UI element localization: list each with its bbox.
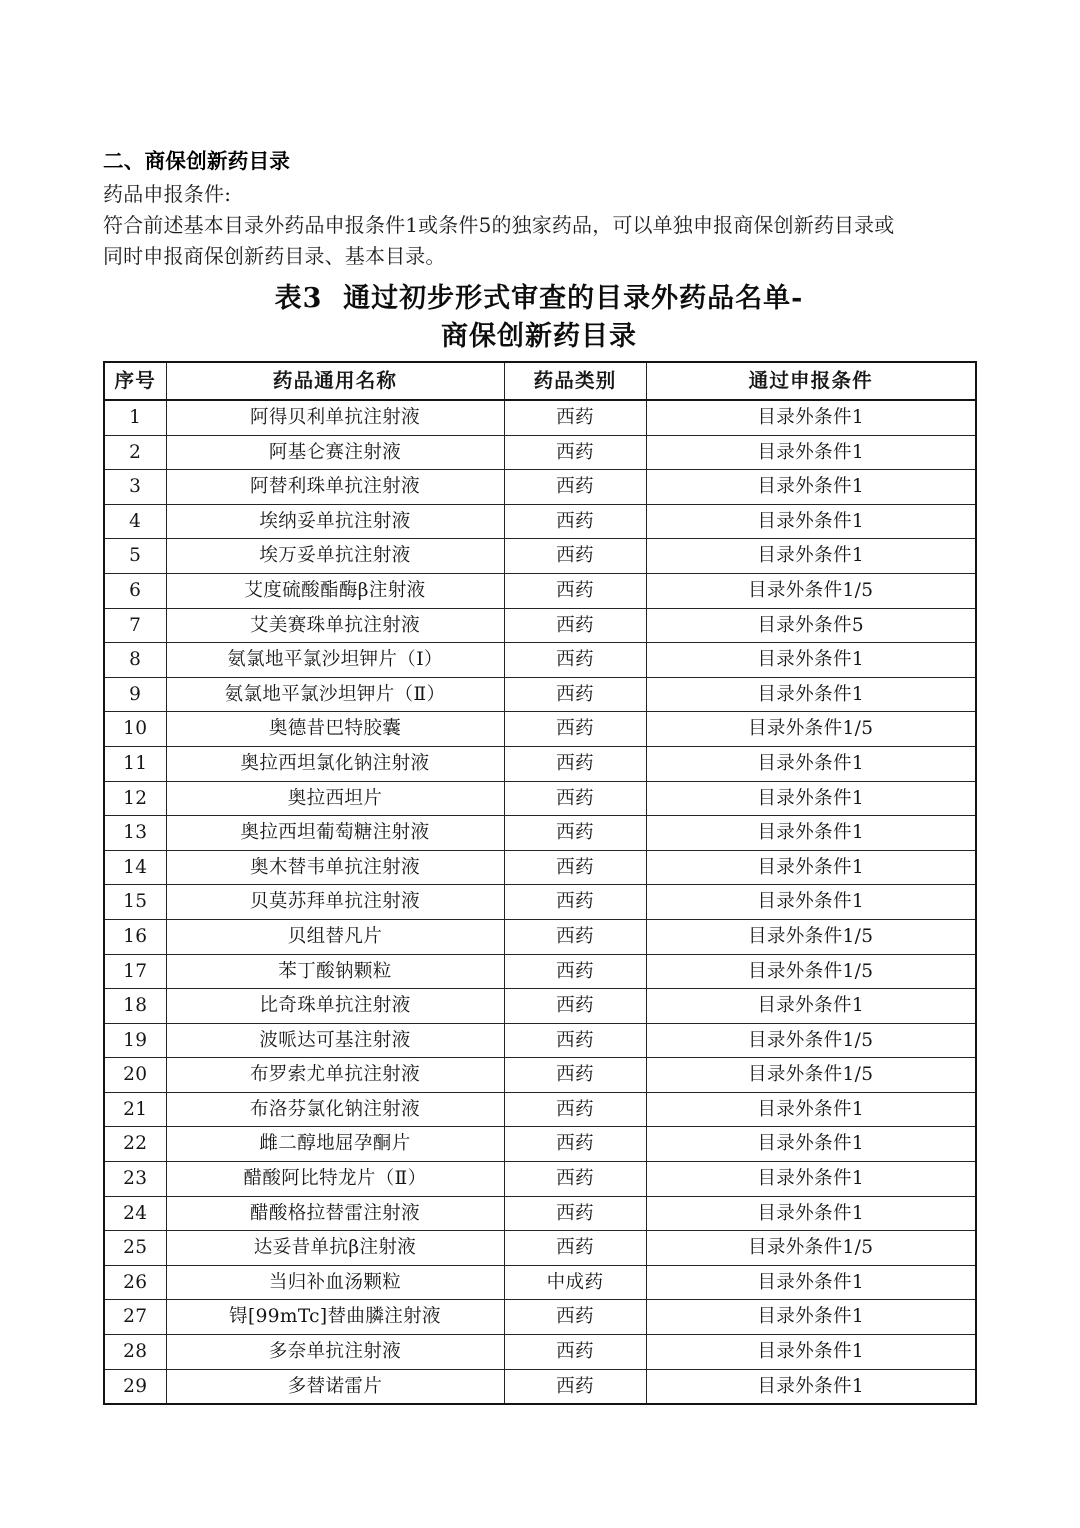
table-header-row xyxy=(104,362,976,400)
cell-category: 西药 xyxy=(504,1335,646,1370)
table-row xyxy=(104,608,976,643)
cell-index: 16 xyxy=(104,919,166,954)
cell-condition: 目录外条件1 xyxy=(646,1265,976,1300)
cell-condition: 目录外条件1 xyxy=(646,400,976,435)
cell-condition: 目录外条件1 xyxy=(646,539,976,574)
cell-category: 西药 xyxy=(504,1092,646,1127)
cell-drug-name: 奥木替韦单抗注射液 xyxy=(166,850,504,885)
cell-category: 西药 xyxy=(504,1300,646,1335)
cell-condition: 目录外条件5 xyxy=(646,608,976,643)
cell-drug-name: 氨氯地平氯沙坦钾片（Ⅱ） xyxy=(166,677,504,712)
cell-condition: 目录外条件1 xyxy=(646,1127,976,1162)
cell-index: 12 xyxy=(104,781,166,816)
table-row xyxy=(104,435,976,470)
cell-drug-name: 多奈单抗注射液 xyxy=(166,1335,504,1370)
cell-category: 西药 xyxy=(504,1127,646,1162)
cell-index: 29 xyxy=(104,1369,166,1404)
table-row xyxy=(104,1196,976,1231)
cell-drug-name: 达妥昔单抗β注射液 xyxy=(166,1231,504,1266)
cell-drug-name: 比奇珠单抗注射液 xyxy=(166,989,504,1024)
cell-condition: 目录外条件1/5 xyxy=(646,573,976,608)
table-row xyxy=(104,1335,976,1370)
cell-condition: 目录外条件1 xyxy=(646,470,976,505)
table-row xyxy=(104,470,976,505)
table-row xyxy=(104,1369,976,1404)
cell-condition: 目录外条件1 xyxy=(646,435,976,470)
cell-drug-name: 奥德昔巴特胶囊 xyxy=(166,712,504,747)
cell-condition: 目录外条件1 xyxy=(646,1196,976,1231)
cell-drug-name: 锝[99mTc]替曲膦注射液 xyxy=(166,1300,504,1335)
cell-drug-name: 苯丁酸钠颗粒 xyxy=(166,954,504,989)
table-row xyxy=(104,989,976,1024)
cell-category: 西药 xyxy=(504,885,646,920)
cell-category: 西药 xyxy=(504,470,646,505)
cell-condition: 目录外条件1/5 xyxy=(646,919,976,954)
cell-index: 26 xyxy=(104,1265,166,1300)
cell-category: 西药 xyxy=(504,989,646,1024)
section-heading: 二、商保创新药目录 xyxy=(103,149,291,173)
cell-category: 西药 xyxy=(504,712,646,747)
table-row xyxy=(104,1058,976,1093)
cell-index: 8 xyxy=(104,643,166,678)
cell-condition: 目录外条件1 xyxy=(646,1300,976,1335)
cell-drug-name: 多替诺雷片 xyxy=(166,1369,504,1404)
cell-index: 15 xyxy=(104,885,166,920)
column-header-name: 药品通用名称 xyxy=(166,362,504,400)
column-header-condition: 通过申报条件 xyxy=(646,362,976,400)
cell-category: 中成药 xyxy=(504,1265,646,1300)
intro-block xyxy=(103,146,903,272)
table-row xyxy=(104,643,976,678)
cell-condition: 目录外条件1/5 xyxy=(646,954,976,989)
table-row xyxy=(104,850,976,885)
cell-index: 3 xyxy=(104,470,166,505)
cell-drug-name: 埃纳妥单抗注射液 xyxy=(166,504,504,539)
cell-category: 西药 xyxy=(504,1058,646,1093)
table-row xyxy=(104,919,976,954)
cell-category: 西药 xyxy=(504,608,646,643)
cell-condition: 目录外条件1/5 xyxy=(646,1058,976,1093)
drug-list-table xyxy=(103,361,977,1405)
cell-drug-name: 贝组替凡片 xyxy=(166,919,504,954)
cell-index: 2 xyxy=(104,435,166,470)
cell-condition: 目录外条件1 xyxy=(646,781,976,816)
condition-paragraph: 符合前述基本目录外药品申报条件1或条件5的独家药品，可以单独申报商保创新药目录或同时申报商保创新药目录、基本目录。 xyxy=(103,213,895,268)
cell-category: 西药 xyxy=(504,435,646,470)
cell-drug-name: 艾美赛珠单抗注射液 xyxy=(166,608,504,643)
cell-index: 25 xyxy=(104,1231,166,1266)
column-header-index: 序号 xyxy=(104,362,166,400)
table-row xyxy=(104,954,976,989)
table-row xyxy=(104,885,976,920)
table-title xyxy=(103,280,975,356)
cell-category: 西药 xyxy=(504,1231,646,1266)
cell-drug-name: 埃万妥单抗注射液 xyxy=(166,539,504,574)
table-title-line-1: 表3 通过初步形式审查的目录外药品名单- xyxy=(274,283,804,314)
table-title-line-2: 商保创新药目录 xyxy=(441,321,637,352)
cell-condition: 目录外条件1/5 xyxy=(646,1023,976,1058)
column-header-category: 药品类别 xyxy=(504,362,646,400)
cell-category: 西药 xyxy=(504,1023,646,1058)
cell-index: 20 xyxy=(104,1058,166,1093)
cell-drug-name: 醋酸格拉替雷注射液 xyxy=(166,1196,504,1231)
cell-index: 28 xyxy=(104,1335,166,1370)
table-row xyxy=(104,746,976,781)
table-row xyxy=(104,400,976,435)
drug-table-container xyxy=(103,361,975,1405)
cell-index: 6 xyxy=(104,573,166,608)
cell-index: 18 xyxy=(104,989,166,1024)
table-header xyxy=(104,362,976,400)
cell-index: 24 xyxy=(104,1196,166,1231)
table-row xyxy=(104,1127,976,1162)
cell-index: 1 xyxy=(104,400,166,435)
cell-category: 西药 xyxy=(504,504,646,539)
cell-drug-name: 奥拉西坦片 xyxy=(166,781,504,816)
cell-category: 西药 xyxy=(504,643,646,678)
cell-condition: 目录外条件1 xyxy=(646,885,976,920)
cell-condition: 目录外条件1/5 xyxy=(646,712,976,747)
cell-index: 17 xyxy=(104,954,166,989)
cell-condition: 目录外条件1 xyxy=(646,1092,976,1127)
cell-drug-name: 布罗索尤单抗注射液 xyxy=(166,1058,504,1093)
cell-category: 西药 xyxy=(504,816,646,851)
cell-category: 西药 xyxy=(504,781,646,816)
table-row xyxy=(104,781,976,816)
table-row xyxy=(104,712,976,747)
cell-condition: 目录外条件1 xyxy=(646,643,976,678)
cell-category: 西药 xyxy=(504,746,646,781)
cell-category: 西药 xyxy=(504,400,646,435)
cell-drug-name: 当归补血汤颗粒 xyxy=(166,1265,504,1300)
cell-category: 西药 xyxy=(504,1369,646,1404)
cell-category: 西药 xyxy=(504,954,646,989)
cell-index: 14 xyxy=(104,850,166,885)
cell-condition: 目录外条件1 xyxy=(646,850,976,885)
cell-condition: 目录外条件1 xyxy=(646,746,976,781)
table-row xyxy=(104,1162,976,1197)
table-row xyxy=(104,1023,976,1058)
condition-label: 药品申报条件: xyxy=(103,182,232,206)
cell-condition: 目录外条件1 xyxy=(646,1369,976,1404)
cell-index: 19 xyxy=(104,1023,166,1058)
cell-condition: 目录外条件1 xyxy=(646,677,976,712)
cell-drug-name: 布洛芬氯化钠注射液 xyxy=(166,1092,504,1127)
cell-index: 4 xyxy=(104,504,166,539)
cell-condition: 目录外条件1 xyxy=(646,989,976,1024)
cell-drug-name: 醋酸阿比特龙片（Ⅱ） xyxy=(166,1162,504,1197)
cell-index: 23 xyxy=(104,1162,166,1197)
cell-index: 13 xyxy=(104,816,166,851)
cell-category: 西药 xyxy=(504,539,646,574)
cell-index: 9 xyxy=(104,677,166,712)
cell-drug-name: 波哌达可基注射液 xyxy=(166,1023,504,1058)
cell-drug-name: 雌二醇地屈孕酮片 xyxy=(166,1127,504,1162)
cell-drug-name: 阿替利珠单抗注射液 xyxy=(166,470,504,505)
cell-condition: 目录外条件1/5 xyxy=(646,1231,976,1266)
cell-drug-name: 奥拉西坦葡萄糖注射液 xyxy=(166,816,504,851)
table-row xyxy=(104,1092,976,1127)
cell-condition: 目录外条件1 xyxy=(646,504,976,539)
cell-category: 西药 xyxy=(504,1162,646,1197)
table-row xyxy=(104,1265,976,1300)
cell-index: 21 xyxy=(104,1092,166,1127)
table-row xyxy=(104,677,976,712)
cell-drug-name: 氨氯地平氯沙坦钾片（Ⅰ） xyxy=(166,643,504,678)
cell-drug-name: 艾度硫酸酯酶β注射液 xyxy=(166,573,504,608)
table-row xyxy=(104,504,976,539)
cell-drug-name: 阿得贝利单抗注射液 xyxy=(166,400,504,435)
cell-condition: 目录外条件1 xyxy=(646,816,976,851)
table-row xyxy=(104,816,976,851)
cell-index: 7 xyxy=(104,608,166,643)
cell-index: 27 xyxy=(104,1300,166,1335)
cell-category: 西药 xyxy=(504,850,646,885)
cell-index: 10 xyxy=(104,712,166,747)
cell-drug-name: 奥拉西坦氯化钠注射液 xyxy=(166,746,504,781)
table-row xyxy=(104,573,976,608)
cell-drug-name: 阿基仑赛注射液 xyxy=(166,435,504,470)
cell-drug-name: 贝莫苏拜单抗注射液 xyxy=(166,885,504,920)
table-body xyxy=(104,400,976,1404)
cell-category: 西药 xyxy=(504,573,646,608)
cell-index: 5 xyxy=(104,539,166,574)
cell-condition: 目录外条件1 xyxy=(646,1162,976,1197)
cell-category: 西药 xyxy=(504,677,646,712)
cell-index: 22 xyxy=(104,1127,166,1162)
cell-index: 11 xyxy=(104,746,166,781)
cell-category: 西药 xyxy=(504,1196,646,1231)
cell-condition: 目录外条件1 xyxy=(646,1335,976,1370)
table-row xyxy=(104,539,976,574)
cell-category: 西药 xyxy=(504,919,646,954)
table-row xyxy=(104,1300,976,1335)
table-row xyxy=(104,1231,976,1266)
